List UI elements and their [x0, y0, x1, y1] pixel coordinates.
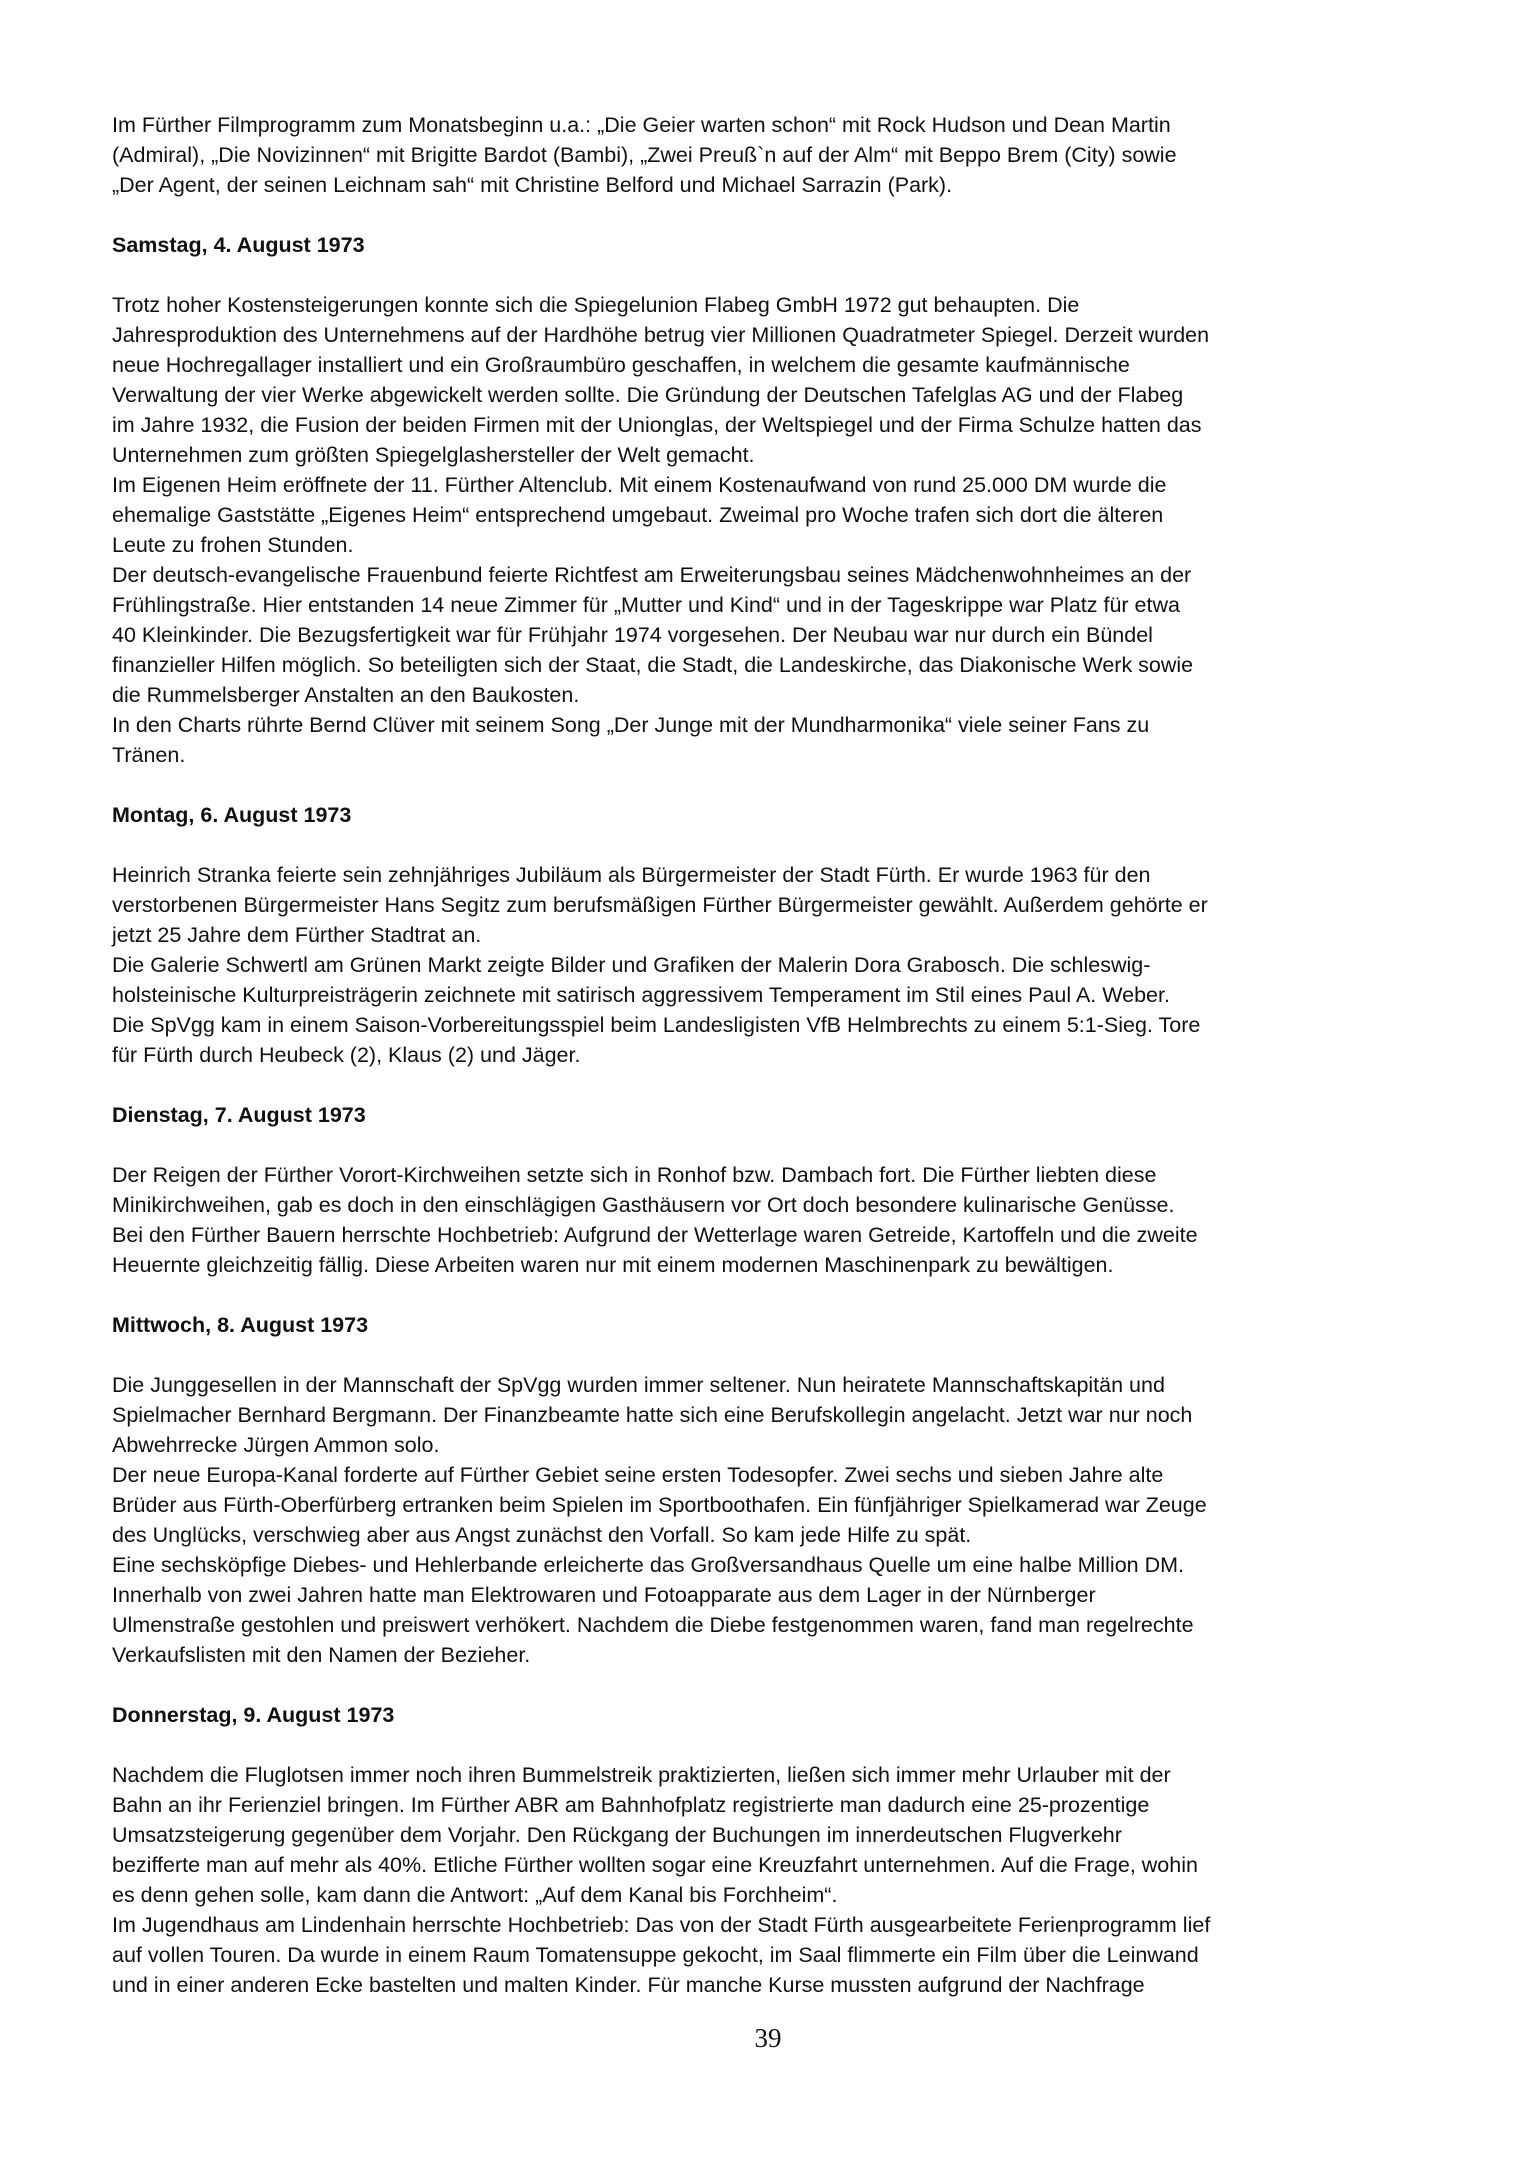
text-line: Minikirchweihen, gab es doch in den einschlägigen Gasthäusern vor Ort doch besondere kulinarische Genüsse. [112, 1193, 1175, 1217]
spacer [112, 1670, 1442, 1700]
text-line: Trotz hoher Kostensteigerungen konnte sich die Spiegelunion Flabeg GmbH 1972 gut behaupten. Die [112, 293, 1080, 317]
day-section [112, 1070, 1442, 1280]
page-number: 39 [754, 2023, 782, 2053]
section-heading: Dienstag, 7. August 1973 [112, 1103, 366, 1127]
text-line: Jahresproduktion des Unternehmens auf der Hardhöhe betrug vier Millionen Quadratmeter Spiegel. Derzeit wurden [112, 323, 1210, 347]
text-line: neue Hochregallager installiert und ein Großraumbüro geschaffen, in welchem die gesamte kaufmännische [112, 353, 1130, 377]
document-page [112, 110, 1442, 2000]
section-heading: Samstag, 4. August 1973 [112, 233, 365, 257]
text-line: für Fürth durch Heubeck (2), Klaus (2) und Jäger. [112, 1043, 581, 1067]
text-line: jetzt 25 Jahre dem Fürther Stadtrat an. [112, 923, 482, 947]
text-line: es denn gehen solle, kam dann die Antwort: „Auf dem Kanal bis Forchheim“. [112, 1883, 838, 1907]
text-line: finanzieller Hilfen möglich. So beteiligten sich der Staat, die Stadt, die Landeskirche, das Diakonische Werk sowie [112, 653, 1194, 677]
text-line: Heinrich Stranka feierte sein zehnjähriges Jubiläum als Bürgermeister der Stadt Fürth. Er wurde 1963 für den [112, 863, 1151, 887]
day-section [112, 1670, 1442, 2000]
spacer [112, 1130, 1442, 1160]
intro-paragraph [112, 110, 1442, 200]
text-line: bezifferte man auf mehr als 40%. Etliche Fürther wollten sogar eine Kreuzfahrt unternehmen. Auf die Frage, wohin [112, 1853, 1198, 1877]
text-line: verstorbenen Bürgermeister Hans Segitz zum berufsmäßigen Fürther Bürgermeister gewählt. Außerdem gehörte er [112, 893, 1208, 917]
text-line: Nachdem die Fluglotsen immer noch ihren Bummelstreik praktizierten, ließen sich immer mehr Urlauber mit der [112, 1763, 1171, 1787]
text-line: Brüder aus Fürth-Oberfürberg ertranken beim Spielen im Sportboothafen. Ein fünfjähriger Spielkamerad war Zeuge [112, 1493, 1207, 1517]
section-heading: Donnerstag, 9. August 1973 [112, 1703, 395, 1727]
diary-sections [112, 200, 1442, 2000]
text-line: „Der Agent, der seinen Leichnam sah“ mit Christine Belford und Michael Sarrazin (Park). [112, 173, 953, 197]
text-line: Heuernte gleichzeitig fällig. Diese Arbeiten waren nur mit einem modernen Maschinenpark zu bewältigen. [112, 1253, 1114, 1277]
text-line: ehemalige Gaststätte „Eigenes Heim“ entsprechend umgebaut. Zweimal pro Woche trafen sich dort die älteren [112, 503, 1164, 527]
text-line: Frühlingstraße. Hier entstanden 14 neue Zimmer für „Mutter und Kind“ und in der Tageskrippe war Platz für etwa [112, 593, 1180, 617]
spacer [112, 200, 1442, 230]
day-section [112, 770, 1442, 1070]
text-line: Spielmacher Bernhard Bergmann. Der Finanzbeamte hatte sich eine Berufskollegin angelacht. Jetzt war nur noch [112, 1403, 1193, 1427]
spacer [112, 260, 1442, 290]
spacer [112, 1340, 1442, 1370]
text-line: Der deutsch-evangelische Frauenbund feierte Richtfest am Erweiterungsbau seines Mädchenwohnheimes an der [112, 563, 1192, 587]
text-line: Verwaltung der vier Werke abgewickelt werden sollte. Die Gründung der Deutschen Tafelglas AG und der Flabeg [112, 383, 1184, 407]
section-heading: Montag, 6. August 1973 [112, 803, 352, 827]
text-line: Im Eigenen Heim eröffnete der 11. Fürther Altenclub. Mit einem Kostenaufwand von rund 25.000 DM wurde die [112, 473, 1167, 497]
text-line: im Jahre 1932, die Fusion der beiden Firmen mit der Unionglas, der Weltspiegel und der Firma Schulze hatten das [112, 413, 1202, 437]
text-line: des Unglücks, verschwieg aber aus Angst zunächst den Vorfall. So kam jede Hilfe zu spät. [112, 1523, 972, 1547]
section-heading: Mittwoch, 8. August 1973 [112, 1313, 369, 1337]
day-section [112, 200, 1442, 770]
spacer [112, 830, 1442, 860]
text-line: Die SpVgg kam in einem Saison-Vorbereitungsspiel beim Landesligisten VfB Helmbrechts zu einem 5:1-Sieg. Tore [112, 1013, 1201, 1037]
text-line: Abwehrrecke Jürgen Ammon solo. [112, 1433, 440, 1457]
text-line: Bei den Fürther Bauern herrschte Hochbetrieb: Aufgrund der Wetterlage waren Getreide, Kartoffeln und die zweite [112, 1223, 1198, 1247]
text-line: die Rummelsberger Anstalten an den Baukosten. [112, 683, 580, 707]
spacer [112, 770, 1442, 800]
text-line: Umsatzsteigerung gegenüber dem Vorjahr. Den Rückgang der Buchungen im innerdeutschen Flugverkehr [112, 1823, 1122, 1847]
text-line: Unternehmen zum größten Spiegelglashersteller der Welt gemacht. [112, 443, 755, 467]
spacer [112, 1070, 1442, 1100]
spacer [112, 1280, 1442, 1310]
spacer [112, 1730, 1442, 1760]
text-line: holsteinische Kulturpreisträgerin zeichnete mit satirisch aggressivem Temperament im Stil eines Paul A. Weber. [112, 983, 1170, 1007]
text-line: Die Galerie Schwertl am Grünen Markt zeigte Bilder und Grafiken der Malerin Dora Grabosch. Die schleswig- [112, 953, 1151, 977]
day-section [112, 1280, 1442, 1670]
text-line: Der Reigen der Fürther Vorort-Kirchweihen setzte sich in Ronhof bzw. Dambach fort. Die Fürther liebten diese [112, 1163, 1157, 1187]
text-line: Die Junggesellen in der Mannschaft der SpVgg wurden immer seltener. Nun heiratete Mannschaftskapitän und [112, 1373, 1165, 1397]
text-line: Tränen. [112, 743, 186, 767]
text-line: Leute zu frohen Stunden. [112, 533, 354, 557]
text-line: 40 Kleinkinder. Die Bezugsfertigkeit war für Frühjahr 1974 vorgesehen. Der Neubau war nur durch ein Bündel [112, 623, 1153, 647]
text-line: Der neue Europa-Kanal forderte auf Fürther Gebiet seine ersten Todesopfer. Zwei sechs und sieben Jahre alte [112, 1463, 1164, 1487]
text-line: Ulmenstraße gestohlen und preiswert verhökert. Nachdem die Diebe festgenommen waren, fand man regelrechte [112, 1613, 1194, 1637]
text-line: Eine sechsköpfige Diebes- und Hehlerbande erleicherte das Großversandhaus Quelle um eine halbe Million DM. [112, 1553, 1184, 1577]
text-line: auf vollen Touren. Da wurde in einem Raum Tomatensuppe gekocht, im Saal flimmerte ein Film über die Leinwand [112, 1943, 1199, 1967]
text-line: und in einer anderen Ecke bastelten und malten Kinder. Für manche Kurse mussten aufgrund der Nachfrage [112, 1973, 1145, 1997]
text-line: Verkaufslisten mit den Namen der Bezieher. [112, 1643, 531, 1667]
text-line: (Admiral), „Die Novizinnen“ mit Brigitte Bardot (Bambi), „Zwei Preuß`n auf der Alm“ mit Beppo Brem (City) sowie [112, 143, 1177, 167]
text-line: Bahn an ihr Ferienziel bringen. Im Fürther ABR am Bahnhofplatz registrierte man dadurch eine 25-prozentige [112, 1793, 1150, 1817]
text-line: Innerhalb von zwei Jahren hatte man Elektrowaren und Fotoapparate aus dem Lager in der Nürnberger [112, 1583, 1096, 1607]
text-line: Im Jugendhaus am Lindenhain herrschte Hochbetrieb: Das von der Stadt Fürth ausgearbeitete Ferienprogramm lief [112, 1913, 1211, 1937]
text-line: Im Fürther Filmprogramm zum Monatsbeginn u.a.: „Die Geier warten schon“ mit Rock Hudson und Dean Martin [112, 113, 1171, 137]
text-line: In den Charts rührte Bernd Clüver mit seinem Song „Der Junge mit der Mundharmonika“ viele seiner Fans zu [112, 713, 1150, 737]
